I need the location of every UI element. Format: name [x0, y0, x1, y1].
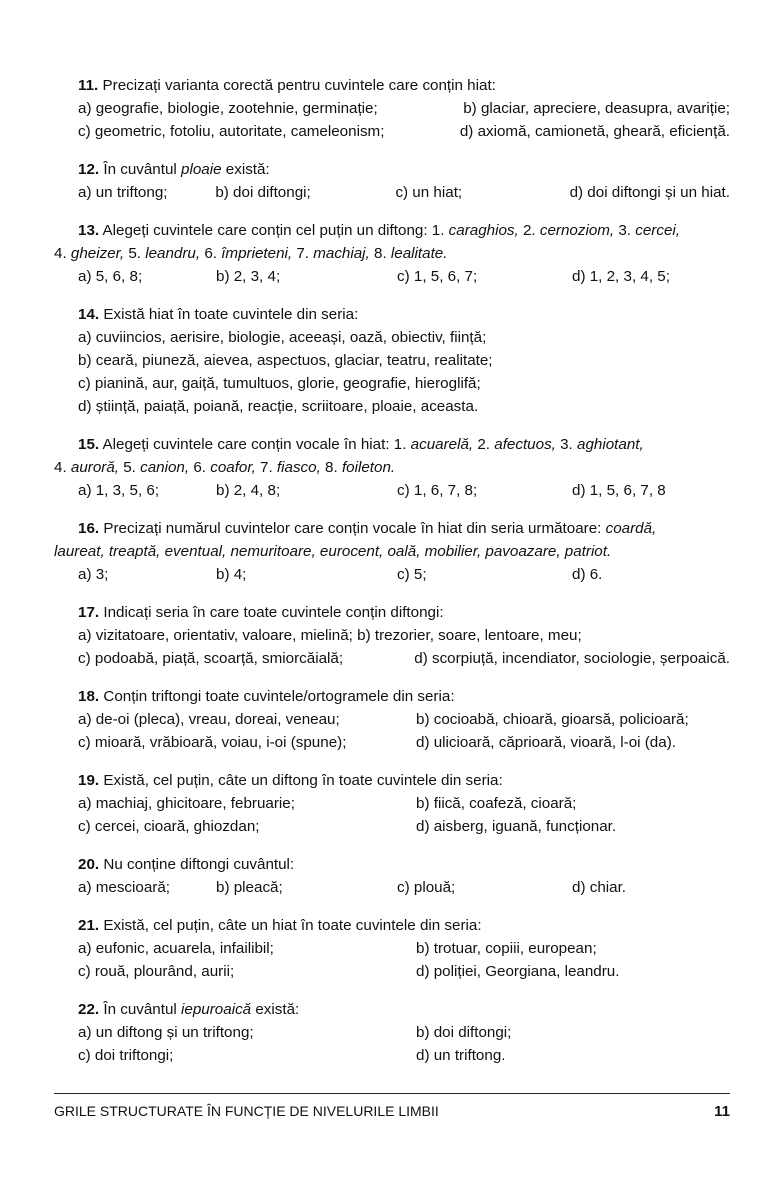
- option-a: a) 5, 6, 8;: [78, 268, 143, 285]
- option-b: b) 2, 3, 4;: [216, 268, 281, 285]
- word-3: cercei,: [635, 222, 680, 239]
- option-d: d) 1, 2, 3, 4, 5;: [572, 268, 670, 285]
- question-text: Indicați seria în care toate cuvintele conțin diftongi:: [99, 604, 444, 621]
- word-list-start: coardă,: [605, 520, 657, 537]
- option-d: d) poliției, Georgiana, leandru.: [416, 963, 620, 980]
- option-a: a) de-oi (pleca), vreau, doreai, veneau;: [78, 711, 340, 728]
- question-17: [54, 601, 730, 670]
- sep-3: 3.: [555, 436, 577, 453]
- option-b: b) 4;: [216, 566, 247, 583]
- option-b: b) cocioabă, chioară, gioarsă, policioară;: [416, 711, 689, 728]
- question-list: [54, 74, 730, 1082]
- question-13: [54, 219, 730, 288]
- question-number: 13.: [78, 222, 100, 239]
- word-6: împrieteni,: [221, 245, 293, 262]
- option-c: c) mioară, vrăbioară, voiau, i-oi (spune);: [78, 734, 347, 751]
- question-18: [54, 685, 730, 754]
- question-text: Alegeți cuvintele care conțin vocale în hiat: 1.: [99, 436, 411, 453]
- option-c: c) 5;: [397, 566, 427, 583]
- option-b: b) glaciar, apreciere, deasupra, avariție;: [463, 100, 730, 117]
- word-8: foileton.: [341, 459, 396, 476]
- word-8: lealitate.: [390, 245, 448, 262]
- option-c: c) 1, 6, 7, 8;: [397, 482, 478, 499]
- page-footer: [54, 1093, 730, 1123]
- option-c: c) rouă, plourând, aurii;: [78, 963, 235, 980]
- word-4: auroră,: [70, 459, 120, 476]
- question-20: [54, 853, 730, 899]
- option-d: d) știință, paiață, poiană, reacție, scriitoare, ploaie, aceasta.: [78, 398, 479, 415]
- question-number: 18.: [78, 688, 100, 705]
- option-a: a) geografie, biologie, zootehnie, germinație;: [78, 100, 378, 117]
- sep-7: 7.: [255, 459, 277, 476]
- sep-2: 2.: [518, 222, 540, 239]
- option-a: a) un diftong și un triftong;: [78, 1024, 254, 1041]
- question-number: 12.: [78, 161, 100, 178]
- question-15: [54, 433, 730, 502]
- option-b: b) pleacă;: [216, 879, 283, 896]
- option-b: b) trotuar, copiii, european;: [416, 940, 597, 957]
- question-number: 19.: [78, 772, 100, 789]
- option-d: d) 6.: [572, 566, 603, 583]
- question-14: [54, 303, 730, 418]
- question-text: Nu conține diftongi cuvântul:: [99, 856, 295, 873]
- option-d: d) chiar.: [572, 879, 627, 896]
- option-d: d) 1, 5, 6, 7, 8: [572, 482, 666, 499]
- question-22: [54, 998, 730, 1067]
- sep-8: 8.: [320, 459, 342, 476]
- question-11: [54, 74, 730, 143]
- word-6: coafor,: [210, 459, 256, 476]
- sep-7: 7.: [292, 245, 314, 262]
- option-d: d) aisberg, iguană, funcționar.: [416, 818, 617, 835]
- question-text: În cuvântul: [99, 1001, 182, 1018]
- question-text: În cuvântul: [99, 161, 182, 178]
- sep-6: 6.: [189, 459, 211, 476]
- question-text: Există, cel puțin, câte un hiat în toate cuvintele din seria:: [99, 917, 482, 934]
- page-number: 11: [714, 1103, 730, 1120]
- sep-5: 5.: [124, 245, 146, 262]
- option-d: d) doi diftongi și un hiat.: [569, 184, 730, 201]
- question-number: 21.: [78, 917, 100, 934]
- word-list: laureat, treaptă, eventual, nemuritoare, eurocent, oală, mobilier, pavoazare, patriot.: [54, 543, 612, 560]
- word-7: machiaj,: [313, 245, 370, 262]
- word-3: aghiotant,: [577, 436, 644, 453]
- option-b: b) 2, 4, 8;: [216, 482, 281, 499]
- option-b: b) fiică, coafeză, cioară;: [416, 795, 577, 812]
- question-text: Precizați numărul cuvintelor care conțin vocale în hiat din seria următoare:: [99, 520, 606, 537]
- sep-4: 4.: [54, 245, 71, 262]
- question-word: ploaie: [181, 161, 222, 178]
- option-b: b) ceară, piuneză, aievea, aspectuos, glaciar, teatru, realitate;: [78, 352, 493, 369]
- question-text-end: există:: [251, 1001, 300, 1018]
- footer-title: GRILE STRUCTURATE ÎN FUNCȚIE DE NIVELURILE LIMBII: [54, 1103, 439, 1119]
- question-12: [54, 158, 730, 204]
- question-number: 14.: [78, 306, 100, 323]
- question-number: 22.: [78, 1001, 100, 1018]
- option-a: a) eufonic, acuarela, infailibil;: [78, 940, 274, 957]
- option-c: c) cercei, cioară, ghiozdan;: [78, 818, 260, 835]
- question-text: Alegeți cuvintele care conțin cel puțin un diftong: 1.: [99, 222, 449, 239]
- option-c: c) un hiat;: [395, 184, 463, 201]
- question-text: Există hiat în toate cuvintele din seria:: [99, 306, 359, 323]
- option-d: d) un triftong.: [416, 1047, 506, 1064]
- option-b: b) doi diftongi;: [416, 1024, 512, 1041]
- question-number: 20.: [78, 856, 100, 873]
- word-1: caraghios,: [448, 222, 519, 239]
- word-2: afectuos,: [494, 436, 556, 453]
- sep-6: 6.: [200, 245, 222, 262]
- sep-5: 5.: [119, 459, 141, 476]
- option-b: b) doi diftongi;: [215, 184, 311, 201]
- option-c: c) pianină, aur, gaiță, tumultuos, glorie, geografie, hieroglifă;: [78, 375, 481, 392]
- sep-4: 4.: [54, 459, 71, 476]
- question-number: 16.: [78, 520, 100, 537]
- word-2: cernoziom,: [539, 222, 615, 239]
- option-a: a) 3;: [78, 566, 109, 583]
- question-19: [54, 769, 730, 838]
- option-c: c) podoabă, piață, scoarță, smiorcăială;: [78, 650, 344, 667]
- word-5: canion,: [140, 459, 190, 476]
- question-number: 17.: [78, 604, 100, 621]
- question-number: 15.: [78, 436, 100, 453]
- word-1: acuarelă,: [410, 436, 474, 453]
- question-21: [54, 914, 730, 983]
- word-5: leandru,: [145, 245, 201, 262]
- word-7: fiasco,: [276, 459, 321, 476]
- sep-8: 8.: [369, 245, 391, 262]
- option-a: a) vizitatoare, orientativ, valoare, mielină;: [78, 627, 353, 644]
- option-a: a) machiaj, ghicitoare, februarie;: [78, 795, 295, 812]
- option-b: b) trezorier, soare, lentoare, meu;: [357, 627, 582, 644]
- option-c: c) plouă;: [397, 879, 456, 896]
- question-text-end: există:: [221, 161, 270, 178]
- option-a: a) 1, 3, 5, 6;: [78, 482, 160, 499]
- option-d: d) ulicioară, căprioară, vioară, l-oi (da).: [416, 734, 676, 751]
- option-c: c) 1, 5, 6, 7;: [397, 268, 478, 285]
- question-text: Conțin triftongi toate cuvintele/ortogramele din seria:: [99, 688, 455, 705]
- word-4: gheizer,: [70, 245, 125, 262]
- question-16: [54, 517, 730, 586]
- question-word: iepuroaică: [181, 1001, 252, 1018]
- option-d: d) scorpiuță, incendiator, sociologie, șerpoaică.: [414, 650, 730, 667]
- option-c: c) geometric, fotoliu, autoritate, cameleonism;: [78, 123, 385, 140]
- question-text: Precizați varianta corectă pentru cuvintele care conțin hiat:: [98, 77, 496, 94]
- sep-2: 2.: [473, 436, 495, 453]
- sep-3: 3.: [614, 222, 636, 239]
- option-a: a) cuviincios, aerisire, biologie, aceeași, oază, obiectiv, ființă;: [78, 329, 487, 346]
- option-a: a) un triftong;: [78, 184, 168, 201]
- question-number: 11.: [78, 77, 99, 94]
- option-c: c) doi triftongi;: [78, 1047, 174, 1064]
- question-text: Există, cel puțin, câte un diftong în toate cuvintele din seria:: [99, 772, 503, 789]
- option-a: a) mescioară;: [78, 879, 171, 896]
- option-d: d) axiomă, camionetă, gheară, eficiență.: [459, 123, 730, 140]
